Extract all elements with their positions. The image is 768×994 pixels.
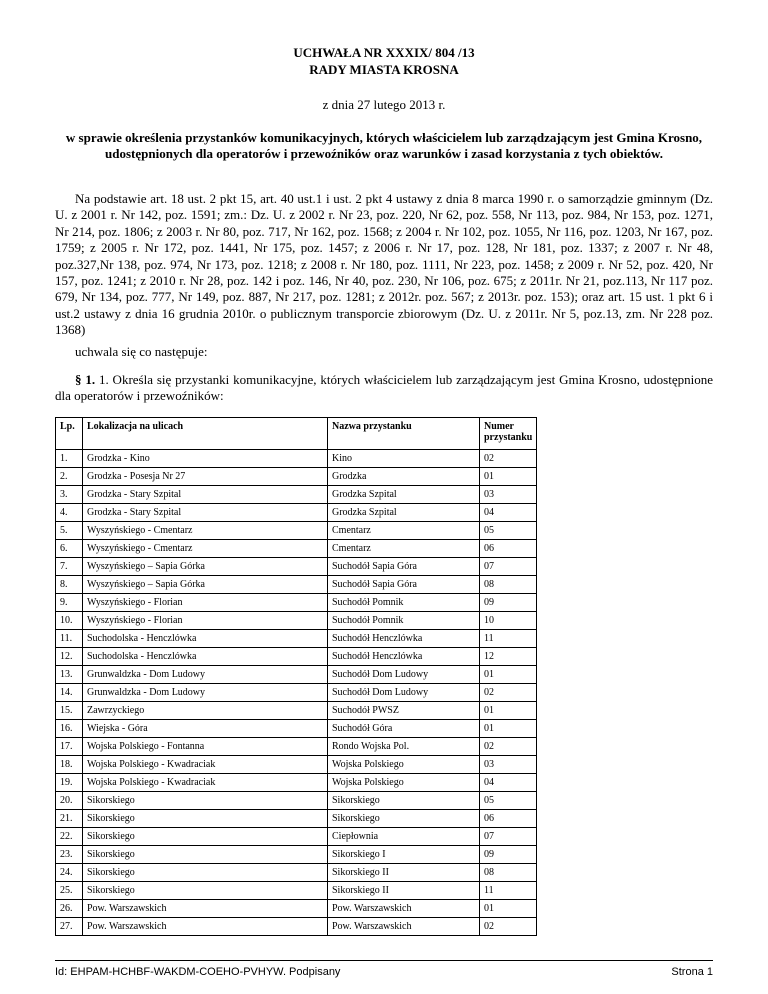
- cell-lp: 5.: [56, 522, 83, 540]
- cell-location: Wyszyńskiego - Florian: [83, 594, 328, 612]
- cell-stop-number: 01: [480, 666, 537, 684]
- legal-basis-paragraph: Na podstawie art. 18 ust. 2 pkt 15, art. 40 ust.1 i ust. 2 pkt 4 ustawy z dnia 8 marca 1990 r. o samorządzie gminnym (Dz. U. z 2001 r. Nr 142, poz. 1591; zm.: Dz. U. z 2002 r. Nr 23, poz. 220, Nr 62, poz. 558, Nr 113, poz. 984, Nr 153, poz. 1271, Nr 214, poz. 1806; z 2003 r. Nr 80, poz. 717, Nr 162, poz. 1568; z 2004 r. Nr 102, poz. 1055, Nr 116, poz. 1203, Nr 167, poz. 1759; z 2005 r. Nr 172, poz. 1441, Nr 175, poz. 1457; z 2006 r. Nr 17, poz. 128, Nr 181, poz. 1337; z 2007 r. Nr 48, poz.327,Nr 138, poz. 974, Nr 173, poz. 1218; z 2008 r. Nr 180, poz. 1111, Nr 223, poz. 1458; z 2009 r. Nr 52, poz. 420, Nr 157, poz. 1241; z 2010 r. Nr 28, poz. 142 i poz. 146, Nr 40, poz. 230, Nr 106, poz. 675; z 2011r. Nr 21, poz.113, Nr 117 poz. 679, Nr 134, poz. 777, Nr 149, poz. 887, Nr 217, poz. 1281; z 2012r. poz. 567; z 2013r. poz. 153); oraz art. 15 ust. 1 pkt 6 i ust.2 ustawy z dnia 16 grudnia 2010r. o publicznym transporcie zbiorowym (Dz. U. z 2011r. Nr 5, poz.13, zm. Nr 228 poz. 1368): [55, 191, 713, 338]
- cell-stop-number: 09: [480, 846, 537, 864]
- cell-location: Sikorskiego: [83, 846, 328, 864]
- table-row: [56, 810, 537, 828]
- cell-lp: 13.: [56, 666, 83, 684]
- table-row: [56, 558, 537, 576]
- cell-stop-number: 11: [480, 882, 537, 900]
- cell-stop-number: 07: [480, 558, 537, 576]
- cell-stop-name: Suchodół PWSZ: [328, 702, 480, 720]
- cell-stop-name: Grodzka Szpital: [328, 504, 480, 522]
- cell-stop-name: Kino: [328, 450, 480, 468]
- cell-lp: 1.: [56, 450, 83, 468]
- table-row: [56, 918, 537, 936]
- cell-lp: 6.: [56, 540, 83, 558]
- cell-stop-number: 11: [480, 630, 537, 648]
- cell-location: Sikorskiego: [83, 828, 328, 846]
- cell-stop-name: Suchodół Pomnik: [328, 594, 480, 612]
- cell-lp: 22.: [56, 828, 83, 846]
- cell-stop-number: 01: [480, 468, 537, 486]
- cell-stop-number: 02: [480, 738, 537, 756]
- table-row: [56, 666, 537, 684]
- header-location: Lokalizacja na ulicach: [83, 418, 328, 450]
- table-row: [56, 684, 537, 702]
- cell-lp: 7.: [56, 558, 83, 576]
- cell-location: Wyszyńskiego – Sapia Górka: [83, 576, 328, 594]
- cell-stop-name: Suchodół Henczlówka: [328, 630, 480, 648]
- cell-lp: 18.: [56, 756, 83, 774]
- cell-lp: 16.: [56, 720, 83, 738]
- cell-stop-number: 08: [480, 576, 537, 594]
- table-row: [56, 594, 537, 612]
- cell-lp: 3.: [56, 486, 83, 504]
- cell-stop-name: Sikorskiego II: [328, 864, 480, 882]
- bus-stops-table: [55, 417, 537, 936]
- table-row: [56, 540, 537, 558]
- cell-location: Sikorskiego: [83, 810, 328, 828]
- cell-location: Grunwaldzka - Dom Ludowy: [83, 684, 328, 702]
- cell-location: Wiejska - Góra: [83, 720, 328, 738]
- cell-stop-number: 03: [480, 756, 537, 774]
- table-row: [56, 702, 537, 720]
- cell-stop-number: 03: [480, 486, 537, 504]
- cell-stop-name: Suchodół Sapia Góra: [328, 558, 480, 576]
- cell-stop-name: Suchodół Dom Ludowy: [328, 666, 480, 684]
- page-number: Strona 1: [671, 966, 713, 978]
- paragraph-sign: § 1.: [75, 372, 96, 387]
- cell-stop-number: 06: [480, 810, 537, 828]
- cell-stop-number: 02: [480, 450, 537, 468]
- cell-stop-name: Suchodół Sapia Góra: [328, 576, 480, 594]
- cell-lp: 23.: [56, 846, 83, 864]
- table-row: [56, 720, 537, 738]
- cell-stop-name: Suchodół Henczlówka: [328, 648, 480, 666]
- cell-stop-number: 08: [480, 864, 537, 882]
- cell-stop-number: 01: [480, 720, 537, 738]
- cell-lp: 2.: [56, 468, 83, 486]
- document-id: Id: EHPAM-HCHBF-WAKDM-COEHO-PVHYW. Podpisany: [55, 966, 341, 978]
- table-row: [56, 846, 537, 864]
- cell-location: Grodzka - Stary Szpital: [83, 486, 328, 504]
- cell-lp: 14.: [56, 684, 83, 702]
- table-row: [56, 468, 537, 486]
- cell-stop-number: 01: [480, 702, 537, 720]
- cell-location: Suchodolska - Henczlówka: [83, 648, 328, 666]
- table-row: [56, 792, 537, 810]
- cell-stop-name: Grodzka Szpital: [328, 486, 480, 504]
- cell-lp: 27.: [56, 918, 83, 936]
- cell-lp: 9.: [56, 594, 83, 612]
- cell-stop-number: 04: [480, 504, 537, 522]
- cell-location: Grodzka - Posesja Nr 27: [83, 468, 328, 486]
- header-lp: Lp.: [56, 418, 83, 450]
- cell-stop-name: Ciepłownia: [328, 828, 480, 846]
- cell-stop-number: 04: [480, 774, 537, 792]
- footer-divider: [55, 960, 713, 961]
- table-header-row: [56, 418, 537, 450]
- table-body: [56, 450, 537, 936]
- cell-location: Grunwaldzka - Dom Ludowy: [83, 666, 328, 684]
- paragraph-1: [55, 372, 713, 405]
- cell-lp: 20.: [56, 792, 83, 810]
- cell-location: Pow. Warszawskich: [83, 918, 328, 936]
- cell-lp: 17.: [56, 738, 83, 756]
- cell-stop-number: 02: [480, 918, 537, 936]
- table-row: [56, 900, 537, 918]
- cell-stop-number: 06: [480, 540, 537, 558]
- table-row: [56, 756, 537, 774]
- cell-stop-number: 05: [480, 522, 537, 540]
- table-row: [56, 882, 537, 900]
- header-stop-name: Nazwa przystanku: [328, 418, 480, 450]
- table-row: [56, 576, 537, 594]
- table-row: [56, 774, 537, 792]
- cell-location: Wyszyńskiego - Florian: [83, 612, 328, 630]
- cell-stop-number: 10: [480, 612, 537, 630]
- cell-location: Sikorskiego: [83, 864, 328, 882]
- cell-stop-name: Sikorskiego I: [328, 846, 480, 864]
- resolution-subject: w sprawie określenia przystanków komunikacyjnych, których właścicielem lub zarządzającym jest Gmina Krosno, udostępnionych dla operatorów i przewoźników oraz warunków i zasad korzystania z tych obiektów.: [65, 130, 703, 161]
- cell-location: Zawrzyckiego: [83, 702, 328, 720]
- header-stop-number: Numer przystanku: [480, 418, 537, 450]
- cell-lp: 11.: [56, 630, 83, 648]
- resolution-title: UCHWAŁA NR XXXIX/ 804 /13: [293, 45, 475, 60]
- council-name: RADY MIASTA KROSNA: [309, 62, 459, 77]
- cell-location: Wyszyńskiego – Sapia Górka: [83, 558, 328, 576]
- cell-stop-number: 12: [480, 648, 537, 666]
- cell-lp: 21.: [56, 810, 83, 828]
- cell-lp: 24.: [56, 864, 83, 882]
- cell-stop-number: 09: [480, 594, 537, 612]
- table-row: [56, 864, 537, 882]
- cell-lp: 12.: [56, 648, 83, 666]
- cell-stop-name: Sikorskiego: [328, 810, 480, 828]
- table-row: [56, 486, 537, 504]
- cell-location: Grodzka - Kino: [83, 450, 328, 468]
- cell-location: Suchodolska - Henczlówka: [83, 630, 328, 648]
- cell-location: Sikorskiego: [83, 792, 328, 810]
- cell-lp: 19.: [56, 774, 83, 792]
- cell-location: Wyszyńskiego - Cmentarz: [83, 522, 328, 540]
- cell-stop-name: Suchodół Dom Ludowy: [328, 684, 480, 702]
- cell-stop-name: Suchodół Pomnik: [328, 612, 480, 630]
- table-row: [56, 630, 537, 648]
- cell-location: Wojska Polskiego - Kwadraciak: [83, 756, 328, 774]
- cell-stop-number: 01: [480, 900, 537, 918]
- paragraph-1-text: 1. Określa się przystanki komunikacyjne, których właścicielem lub zarządzającym jest Gmina Krosno, udostępnione dla operatorów i przewoźników:: [55, 372, 714, 404]
- cell-location: Sikorskiego: [83, 882, 328, 900]
- resolves-line: uchwala się co następuje:: [75, 344, 208, 359]
- cell-lp: 8.: [56, 576, 83, 594]
- table-row: [56, 504, 537, 522]
- cell-lp: 26.: [56, 900, 83, 918]
- cell-stop-number: 02: [480, 684, 537, 702]
- cell-location: Wyszyńskiego - Cmentarz: [83, 540, 328, 558]
- cell-stop-name: Cmentarz: [328, 522, 480, 540]
- cell-stop-name: Cmentarz: [328, 540, 480, 558]
- cell-location: Pow. Warszawskich: [83, 900, 328, 918]
- cell-location: Wojska Polskiego - Kwadraciak: [83, 774, 328, 792]
- table-row: [56, 612, 537, 630]
- cell-location: Grodzka - Stary Szpital: [83, 504, 328, 522]
- table-row: [56, 522, 537, 540]
- cell-lp: 15.: [56, 702, 83, 720]
- cell-lp: 10.: [56, 612, 83, 630]
- cell-lp: 25.: [56, 882, 83, 900]
- table-row: [56, 738, 537, 756]
- cell-location: Wojska Polskiego - Fontanna: [83, 738, 328, 756]
- cell-stop-name: Wojska Polskiego: [328, 756, 480, 774]
- table-row: [56, 828, 537, 846]
- cell-stop-name: Wojska Polskiego: [328, 774, 480, 792]
- cell-stop-name: Sikorskiego II: [328, 882, 480, 900]
- table-row: [56, 450, 537, 468]
- cell-stop-name: Grodzka: [328, 468, 480, 486]
- cell-stop-name: Pow. Warszawskich: [328, 900, 480, 918]
- resolution-date: z dnia 27 lutego 2013 r.: [322, 97, 446, 112]
- cell-stop-number: 07: [480, 828, 537, 846]
- cell-lp: 4.: [56, 504, 83, 522]
- table-row: [56, 648, 537, 666]
- cell-stop-name: Suchodół Góra: [328, 720, 480, 738]
- cell-stop-name: Rondo Wojska Pol.: [328, 738, 480, 756]
- cell-stop-name: Sikorskiego: [328, 792, 480, 810]
- cell-stop-name: Pow. Warszawskich: [328, 918, 480, 936]
- cell-stop-number: 05: [480, 792, 537, 810]
